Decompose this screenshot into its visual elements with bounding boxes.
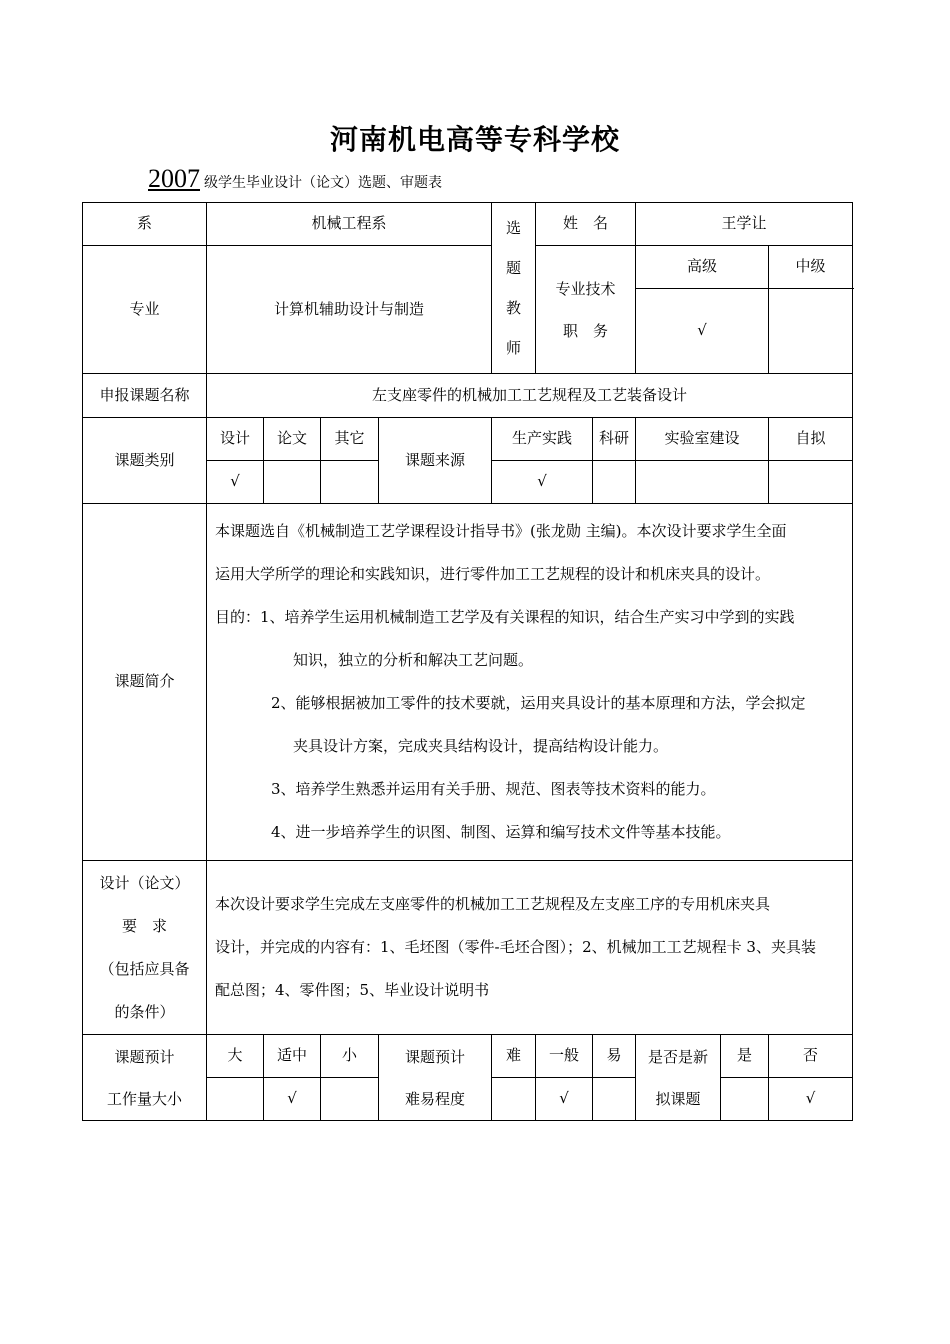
form-subtitle — [148, 164, 442, 194]
workload-mark — [321, 1078, 379, 1121]
source-option: 实验室建设 — [636, 418, 769, 461]
category-option: 论文 — [264, 418, 321, 461]
intro-label: 课题简介 — [83, 504, 207, 861]
workload-label: 课题预计 工作量大小 — [83, 1035, 207, 1121]
workload-option: 大 — [207, 1035, 264, 1078]
row-intro — [83, 504, 853, 861]
row-category-1 — [83, 418, 853, 461]
intro-line: 4、进一步培养学生的识图、制图、运算和编写技术文件等基本技能。 — [271, 823, 731, 841]
new-topic-option: 是 — [721, 1035, 769, 1078]
professional-title-label: 专业技术 职 务 — [536, 246, 636, 374]
source-mark: √ — [492, 461, 593, 504]
workload-option: 适中 — [264, 1035, 321, 1078]
intro-line: 知识，独立的分析和解决工艺问题。 — [293, 651, 534, 669]
teacher-label: 选 题 教 师 — [492, 203, 536, 374]
difficulty-option: 易 — [593, 1035, 636, 1078]
form-title: 级学生毕业设计（论文）选题、审题表 — [204, 175, 442, 191]
intro-line: 夹具设计方案，完成夹具结构设计，提高结构设计能力。 — [293, 737, 669, 755]
senior-mark: √ — [636, 289, 769, 374]
workload-option: 小 — [321, 1035, 379, 1078]
requirements-label: 设计（论文） 要 求 （包括应具备 的条件） — [83, 861, 207, 1035]
intro-line: 运用大学所学的理论和实践知识，进行零件加工工艺规程的设计和机床夹具的设计。 — [215, 565, 771, 583]
category-mark: √ — [207, 461, 264, 504]
source-option: 自拟 — [769, 418, 853, 461]
new-topic-mark: √ — [769, 1078, 853, 1121]
requirements-line: 配总图；4、零件图；5、毕业设计说明书 — [215, 981, 490, 999]
major-label: 专业 — [83, 246, 207, 374]
approval-form-table — [82, 202, 853, 1121]
difficulty-label: 课题预计 难易程度 — [379, 1035, 492, 1121]
intro-line: 2、能够根据被加工零件的技术要就，运用夹具设计的基本原理和方法，学会拟定 — [271, 694, 806, 712]
source-label: 课题来源 — [379, 418, 492, 504]
row-requirements — [83, 861, 853, 1035]
topic-label: 申报课题名称 — [83, 374, 207, 418]
category-option: 其它 — [321, 418, 379, 461]
difficulty-mark — [492, 1078, 536, 1121]
topic-value: 左支座零件的机械加工工艺规程及工艺装备设计 — [207, 374, 853, 418]
intro-line: 3、培养学生熟悉并运用有关手册、规范、图表等技术资料的能力。 — [271, 780, 716, 798]
category-option: 设计 — [207, 418, 264, 461]
row-workload-1 — [83, 1035, 853, 1078]
dept-label: 系 — [83, 203, 207, 246]
workload-mark — [207, 1078, 264, 1121]
source-option: 生产实践 — [492, 418, 593, 461]
senior-label: 高级 — [636, 246, 769, 289]
intro-content — [207, 504, 853, 861]
dept-value: 机械工程系 — [207, 203, 492, 246]
difficulty-option: 难 — [492, 1035, 536, 1078]
requirements-line: 本次设计要求学生完成左支座零件的机械加工工艺规程及左支座工序的专用机床夹具 — [215, 895, 771, 913]
category-mark — [264, 461, 321, 504]
year: 2007 — [148, 164, 200, 193]
workload-mark: √ — [264, 1078, 321, 1121]
category-mark — [321, 461, 379, 504]
intro-line: 目的：1、培养学生运用机械制造工艺学及有关课程的知识，结合生产实习中学到的实践 — [215, 608, 795, 626]
major-value: 计算机辅助设计与制造 — [207, 246, 492, 374]
difficulty-mark: √ — [536, 1078, 593, 1121]
name-label: 姓 名 — [536, 203, 636, 246]
category-label: 课题类别 — [83, 418, 207, 504]
requirements-content — [207, 861, 853, 1035]
source-option: 科研 — [593, 418, 636, 461]
new-topic-mark — [721, 1078, 769, 1121]
name-value: 王学让 — [636, 203, 853, 246]
row-topic — [83, 374, 853, 418]
middle-mark — [769, 289, 853, 374]
intro-line: 本课题选自《机械制造工艺学课程设计指导书》(张龙勋 主编)。本次设计要求学生全面 — [215, 522, 787, 540]
difficulty-option: 一般 — [536, 1035, 593, 1078]
row-major-1 — [83, 246, 853, 289]
difficulty-mark — [593, 1078, 636, 1121]
school-title: 河南机电高等专科学校 — [329, 123, 620, 156]
requirements-line: 设计，并完成的内容有：1、毛坯图（零件-毛坯合图）；2、机械加工工艺规程卡 3、夹具装 — [215, 938, 816, 956]
source-mark — [636, 461, 769, 504]
new-topic-label: 是否是新 拟课题 — [636, 1035, 721, 1121]
middle-label: 中级 — [769, 246, 853, 289]
new-topic-option: 否 — [769, 1035, 853, 1078]
source-mark — [593, 461, 636, 504]
row-department — [83, 203, 853, 246]
source-mark — [769, 461, 853, 504]
